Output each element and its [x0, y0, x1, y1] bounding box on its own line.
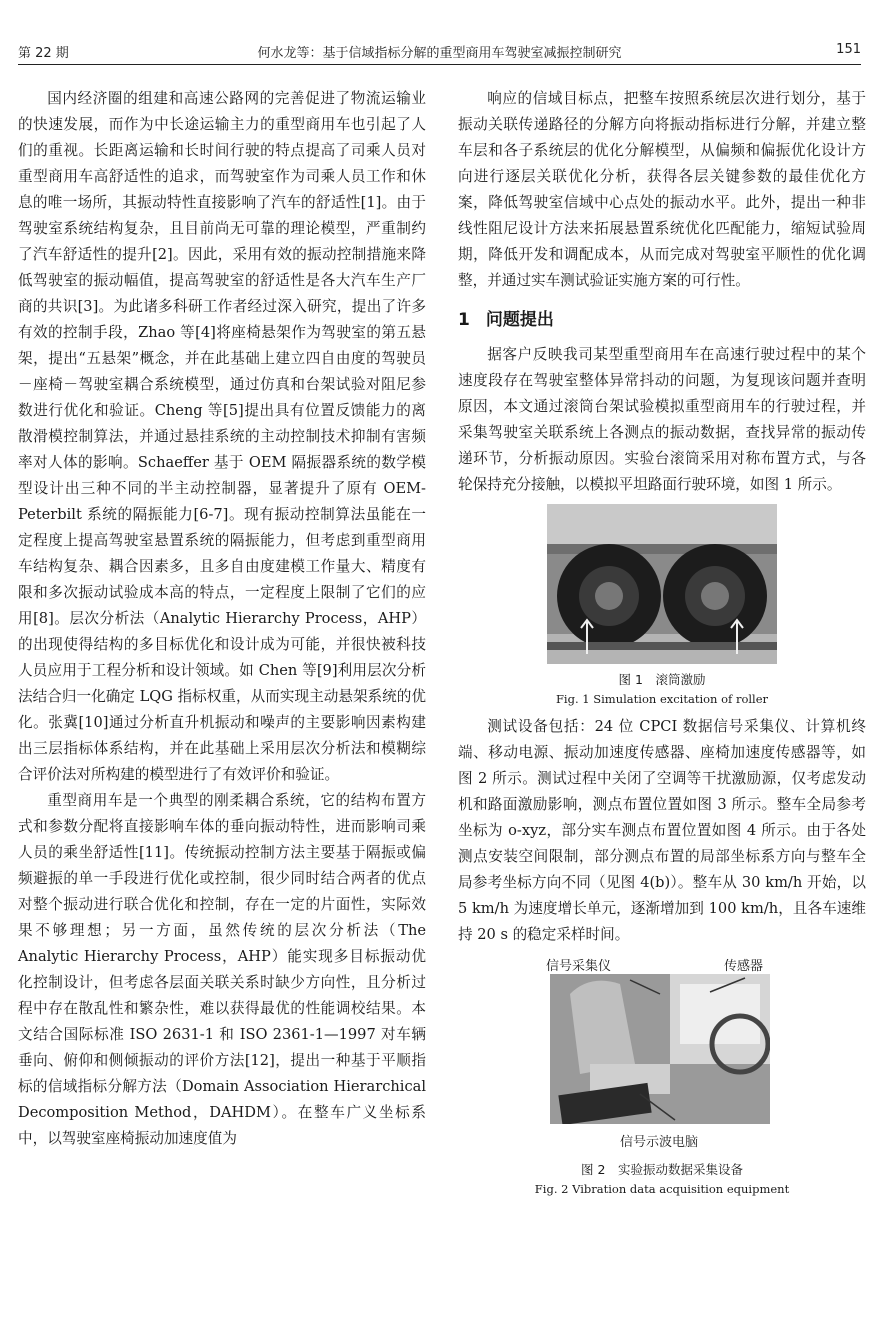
figure-2-caption-cn: 图 2 实验振动数据采集设备 — [581, 1162, 743, 1177]
figure-1-caption-cn: 图 1 滚筒激励 — [618, 672, 706, 687]
problem-paragraph-2: 测试设备包括：24 位 CPCI 数据信号采集仪、计算机终端、移动电源、振动加速度传感器、座椅加速度传感器等，如图 2 所示。测试过程中关闭了空调等干扰激励源，仅考虑发动机和路面激励影响，测点布置位置如图 3 所示。整车全局参考坐标为 o-xyz，部分实车测点布置位置如图 4 所示。由于各处测点安装空间限制，部分测点布置的局部坐标系方向与整车全局参考坐标方向不同（见图 4(b)）。整车从 30 km/h 开始，以 5 km/h 为速度增长单元，逐渐增加到 100 km/h，且各车速维持 20 s 的稳定采样时间。 — [458, 718, 866, 943]
section-heading — [458, 308, 866, 332]
figure-2 — [458, 954, 866, 1198]
right-column — [458, 86, 866, 1204]
label-signal-acquisition: 信号采集仪 — [546, 959, 612, 974]
label-signal-pc: 信号示波电脑 — [620, 1135, 699, 1150]
left-column — [18, 86, 426, 1152]
acquisition-equipment-photo — [550, 974, 770, 1124]
figure-1-caption-en: Fig. 1 Simulation excitation of roller — [555, 692, 769, 706]
figure-2-caption-en: Fig. 2 Vibration data acquisition equipment — [534, 1182, 790, 1196]
figure-1 — [458, 504, 866, 708]
running-header — [18, 38, 861, 65]
roller-excitation-photo — [547, 504, 777, 664]
page-number: 151 — [836, 42, 861, 57]
section-title: 问题提出 — [485, 310, 554, 330]
running-title: 何水龙等：基于信域指标分解的重型商用车驾驶室减振控制研究 — [257, 46, 622, 61]
intro-paragraph-3: 响应的信域目标点，把整车按照系统层次进行划分，基于振动关联传递路径的分解方向将振动指标进行分解，并建立整车层和各子系统层的优化分解模型，从偏频和偏振优化设计方向进行逐层关联优化分析，获得各层关键参数的最佳优化方案，降低驾驶室信域中心点处的振动水平。此外，提出一种非线性阻尼设计方法来拓展悬置系统优化匹配能力，缩短试验周期，降低开发和调配成本，从而完成对驾驶室平顺性的优化调整，并通过实车测试验证实施方案的可行性。 — [458, 90, 866, 289]
intro-paragraph-2: 重型商用车是一个典型的刚柔耦合系统，它的结构布置方式和参数分配将直接影响车体的垂向振动特性，进而影响司乘人员的乘坐舒适性[11]。传统振动控制方法主要基于隔振或偏频避振的单一手段进行优化或控制，很少同时结合两者的优点对整个振动进行联合优化和控制，存在一定的片面性，实际效果不够理想；另一方面，虽然传统的层次分析法（The Analytic Hierarchy Process，AHP）能实现多目标振动优化控制设计，但考虑各层面关联关系时缺少方向性，且分析过程中存在散乱性和繁杂性，难以获得最优的性能调校结果。本文结合国际标准 ISO 2631-1 和 ISO 2361-1—1997 对车辆垂向、俯仰和侧倾振动的评价方法[12]，提出一种基于平顺指标的信域指标分解方法（Domain Association Hierarchical Decomposition Method，DAHDM）。在整车广义坐标系中，以驾驶室座椅振动加速度值为 — [18, 792, 426, 1147]
issue-number: 第 22 期 — [18, 46, 69, 61]
label-sensor: 传感器 — [724, 959, 764, 974]
problem-paragraph-1: 据客户反映我司某型重型商用车在高速行驶过程中的某个速度段存在驾驶室整体异常抖动的问题，为复现该问题并查明原因，本文通过滚筒台架试验模拟重型商用车的行驶过程，并采集驾驶室关联系统上各测点的振动数据，查找异常的振动传递环节，分析振动原因。实验台滚筒采用对称布置方式，与各轮保持充分接触，以模拟平坦路面行驶环境，如图 1 所示。 — [458, 346, 866, 493]
intro-paragraph-1: 国内经济圈的组建和高速公路网的完善促进了物流运输业的快速发展，而作为中长途运输主力的重型商用车也引起了人们的重视。长距离运输和长时间行驶的特点提高了司乘人员对重型商用车高舒适性的追求，而驾驶室作为司乘人员工作和休息的唯一场所，其振动特性直接影响了汽车的舒适性[1]。由于驾驶室系统结构复杂，且目前尚无可靠的理论模型，严重制约了汽车舒适性的提升[2]。因此，采用有效的振动控制措施来降低驾驶室的振动幅值，提高驾驶室的舒适性是各大汽车生产厂商的共识[3]。为此诸多科研工作者经过深入研究，提出了许多有效的控制手段，Zhao 等[4]将座椅悬架作为驾驶室的第五悬架，提出“五悬架”概念，并在此基础上建立四自由度的驾驶员－座椅－驾驶室耦合系统模型，通过仿真和台架试验对阻尼参数进行优化和验证。Cheng 等[5]提出具有位置反馈能力的离散滑模控制算法，并通过悬挂系统的主动控制技术抑制有害频率对人体的影响。Schaeffer 基于 OEM 隔振器系统的数学模型设计出三种不同的半主动控制器，显著提升了原有 OEM-Peterbilt 系统的隔振能力[6-7]。现有振动控制算法虽能在一定程度上提高驾驶室悬置系统的隔振能力，但考虑到重型商用车结构复杂、耦合因素多，且多自由度建模工作量大、精度有限和多次振动试验成本高的特点，一定程度上限制了它们的应用[8]。层次分析法（Analytic Hierarchy Process，AHP）的出现使得结构的多目标优化和设计成为可能，并很快被科技人员应用于工程分析和设计领域。如 Chen 等[9]利用层次分析法结合归一化确定 LQG 指标权重，从而实现主动悬架系统的优化。张冀[10]通过分析直升机振动和噪声的主要影响因素构建出三层指标体系结构，并在此基础上采用层次分析法和模糊综合评价法对所构建的模型进行了有效评价和验证。 — [18, 90, 426, 783]
section-number: 1 — [458, 310, 470, 330]
